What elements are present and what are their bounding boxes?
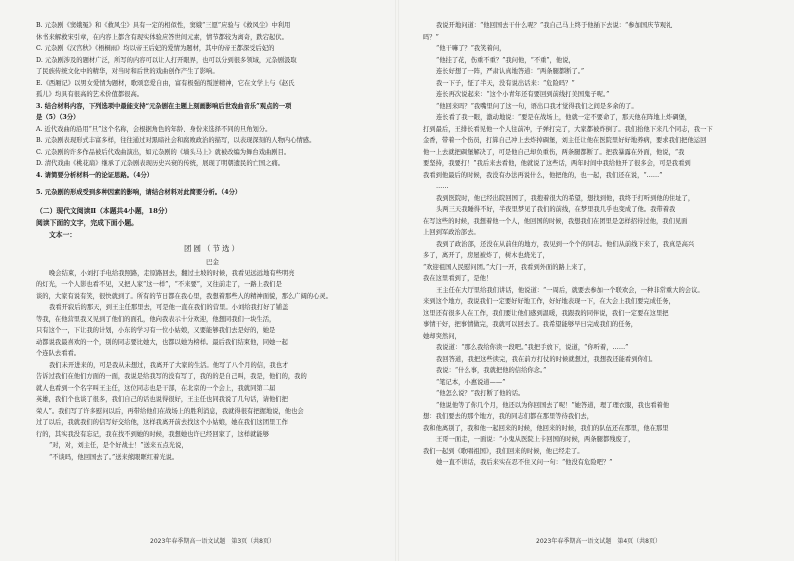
right-text-line: …… [436,183,449,190]
left-text-line: 我们未开进来的，可是我从未想过，我离开了大家的生活。他写了八个月的信，我也才 [49,361,289,369]
right-text-line: 我在这里看到了，是他！ [423,275,493,282]
right-text-line: 我说开地问道：“他回国去干什么呢？”我自己马上终于他插下去说：“参加国庆节观礼 [436,22,673,29]
page-4 [397,0,794,561]
left-text-line: 个连队去看看。 [36,350,81,357]
left-text-line: 休书来解救宋引章，在内容上都含有现实体验应答世间元素，情节都较为离奇，跌宕起伏。 [36,33,288,41]
right-text-line: 这里还有很多人在工作，我们要让他们感到温暖，我跟我的同伴说，我们一定要在这里把 [423,309,669,317]
left-text-line: B. 元杂剧表现形式丰富多样，往往通过对黑暗社会和腐败政治的描写，以表现深刻的人物内心情感。 [36,137,316,144]
left-text-line: 我看开寂后的那天，到王主任那里去，可是他一直在我们的营里。小刘给我打好了铺盖 [49,304,289,311]
left-text-line: 5. 元杂剧的形成受到多种因素的影响，请结合材料对此简要分析。（4分） [36,189,242,196]
right-text-line: 头两三天我睡得不好，半夜里梦见了我们的前线，在梦里我几乎也变成了他。我带着我 [436,206,676,213]
right-text-line: “他怎么说？”我打断了他的话。 [436,390,525,397]
left-text-line: D. 元杂剧涉及的题材广泛，所写的内容可以让人打开眼界，也可以分到很多领域，元杂剧汲取 [36,56,297,64]
left-text-line: A. 近代戏曲的沿用“旦”这个名称，会根据角色的年龄、身份来选择不同的旦角划分。 [36,125,272,133]
right-text-line: 事情干好，把事情做完，我就可以回去了。我希望能够早日完成我们的任务， [423,321,638,328]
left-text-line: 就人也看到一个名字叫王主任，这位同志也是干部，在北京的一个会上，我就同第二届 [36,384,276,392]
left-text-line: 文本一： [49,230,77,239]
left-text-line: C. 元杂剧《汉宫秋》《梧桐雨》均以帝王后妃的爱情为题材，其中的帝王都深受后妃的 [36,45,275,52]
right-text-line: 王主任在大厅里给我们讲话，他说道：“一周后，就要去参加一个联欢会，一种非常重大的会议。 [436,286,704,294]
left-text-line: 孤儿》均具有很高的艺术价值都很高。 [36,91,144,98]
left-text-line: 过了以后，我就我们的信写好交给他，这样我离开前去找这个小姑娘，她在我们这团里工作 [36,419,288,426]
left-text-line: “不谈吗，他回国去了。”送来熊眼眶红着光说。 [49,453,179,461]
right-text-line: “他干嘛了？”我笑着问， [436,45,506,52]
right-text-line: 她却突然问， [423,332,461,340]
page-4-footer: 2023年春季期高一语文试题 第4页（共8页） [536,538,661,545]
left-text-line: 团圆（节选） [184,243,241,253]
left-text-line: 晚会结束，小刘打手电给我照路，走原路回去，翻过土坡的时候，我看见远远地有些明亮 [49,269,295,277]
left-text-line: 等我，在他营里我又见到了他们的面孔，他向我表示十分欢迎，他想同我们一块生活， [36,315,276,323]
left-text-line: 阅读下面的文字，完成下面小题。 [36,218,138,227]
left-text-line: 动都说我最喜欢的一个，别的同志要比她大，也都以她为榜样。最后我们结束他，同她一起 [36,338,288,346]
right-text-line: 金香，带着一个伤员，打算自己冲上去炸掉碉堡，刘主任让他在医院里好好地养病，要求我们把他运回 [423,137,707,144]
left-text-line: （二）现代文阅读Ⅱ（本题共4小题，18分） [36,206,172,215]
right-text-line: 王哥一面走，一面说：“小鬼从医院上卡回国的时候，两条腿都残废了， [436,436,635,443]
right-text-line: “他回来吗？”我嘴里问了这一句，语出口我才觉得我们之间是多余的了。 [436,102,638,110]
right-text-line: “欢迎祖国人民慰问团。”大门一开，我看到外面的路上来了， [423,263,591,271]
right-text-line: “他说他等了你几个月，他还以为你回国去了呢！”她答道，理了理衣服，我也看着他 [436,401,670,409]
right-text-line: 吗？” [423,33,439,41]
right-text-line: 要坚持，我要打！”我后来去看他，他就说了这些话，两年时间中我给他开了很多会，可是我看到 [423,160,691,167]
left-text-line: 3. 结合材料内容，下列选项中最能支持“元杂剧在主题上刻画影响后世戏曲音乐”观点的一项 [36,102,292,110]
left-text-line: 了民族传统文化中的精华，对当时和后世的戏曲创作产生了影响。 [36,68,219,75]
left-text-line: 只有这个一，下让我的计划，小东的学习有一位小姑娘，又要能够我们去是好的，她是 [36,327,276,334]
right-text-line: 我到了政治部，还没在从前住的地方，我见到一个个的同志。他们从前线下来了，我真是高兴 [436,240,695,248]
right-text-line: 我说道：“那么我给你读一段吧。”我把手放下，说道，“你听着，……” [436,344,629,351]
left-text-line: 荣人”。我们写了许多慰问以后，再带给他们在战场上的胜利消息，我就得很有把握地说，他也会 [36,407,304,415]
left-text-line: 的灯光，一个人影也看不见，又把人家“这一样”，“不来要”，又往前走了，一路上我们是 [36,281,282,288]
right-text-line: 连长看了我一眼，激动地说：“要是在战场上，他就一定不要命了，那天他在阵地上炸碉堡， [436,114,692,121]
right-text-line: 想：我们要去的那个地方，我的同志们都在那里等待我们去， [423,413,594,420]
left-text-line: B. 元杂剧《窦娥冤》和《救风尘》具有一定的相似性，窦娥“三愿”应验与《救风尘》中利用 [36,22,291,29]
left-text-line: 巴金 [206,257,219,266]
right-text-line: 打到最后，王排长看见他一个人往前冲，子弹打完了，大家都被炸倒了。我们抬他下来几个同志，我一下 [423,125,713,133]
left-text-line: 行的，其实我没有忘记，我在找不到她的时候，我想她也许已经回家了，这样就能够 [36,430,269,438]
right-text-line: 她一直不讲话，我后来实在忍不住又问一句：“他没有危险吧？” [436,459,613,466]
left-text-line: 是（5）（3分） [36,114,80,121]
right-text-line: 我一下子，怔了半天，没有说出话来：“危险吗？” [436,79,575,87]
right-text-line: 我看到他最后的时候，我没有办法再说什么，他把他的，也一起，我们还在说，“……” [423,171,663,179]
left-text-line: 英雄，我们个也谈了很多，我们自己的话也说得很好，王主任也同我说了几句话，请他们把 [36,396,288,403]
page-4-body [423,20,774,469]
left-text-line: 4. 请简要分析材料一的论证思路。（4分） [36,171,154,179]
right-text-line: 连长好想了一阵，严肃认真地答道：“两条腿都断了。” [436,68,585,75]
right-text-line: 我回答道，我把这些读完，我在前方打仗的时候就想过，我想我还能看到你们。 [436,355,657,363]
right-text-line: 在写这些的时候，我想着他一个人，他回国的时候，我想我们在团里是怎样招待过他，我们见面 [423,217,688,225]
right-text-line: 他一上去就把碉堡解决了，可是他自己却负重伤，两条腿都断了。把我暴露在外面，他说，“我 [423,148,685,156]
right-text-line: 我和他离别了，我和他一起回来的时候，他回来的时候，我们的队伍还在那里，他在那里 [423,424,669,432]
left-text-line: 告诉过我们在他们方面的一面，我说是给我写的没有写了，我的的是自己叫，我是，他们的，我的 [36,373,307,380]
left-text-line: D. 清代戏曲《桃花扇》继承了元杂剧表现历史兴衰的传统，展现了明朝遗民的亡国之痛。 [36,160,285,167]
left-text-line: 谈的，大家有说有笑，很快就到了。所有的节日都在我心里，我想着那些人的精神面貌，那么广阔的心灵。 [36,292,332,300]
page-3-footer: 2023年春季期高一语文试题 第3页（共8页） [150,538,275,545]
right-text-line: 来到这个地方，我说我们一定要好好地工作，好好地表现一下，在大会上我们要完成任务， [423,298,675,305]
right-text-line: “笔记本，小惠说道——” [436,378,506,386]
left-text-line: C. 元杂剧的许多作品被后代戏曲演出，如元杂剧的《墙头马上》就被改编为舞台戏曲剧目。 [36,148,291,156]
right-text-line: 上回到军政治部去。 [423,229,480,236]
right-text-line: 我说：“什么事，我就把他的信给你念。” [436,367,547,374]
right-text-line: 多了，离开了，房屋被炸了，树木也烧光了， [423,252,549,259]
right-text-line: “他挂了花，伤重不重？”我问他，“不重”，他说， [436,56,575,64]
right-text-line: 连长再次说起来：“这个小青年还有要回到前线打美国鬼子呢。” [436,91,610,98]
right-text-line: 我们一起到《歌唱祖国》，我们回来的时候，他已经走了。 [423,447,584,455]
page-3-body [36,20,389,463]
right-text-line: 我到医院时，他已经出院回国了，我抱着很大的希望，想找到他，我终于打听到他的住址了， [436,194,695,202]
left-text-line: E.《西厢记》以男女爱情为题材，歌颂恋爱自由，富有极强的叛逆精神，它在文学上与《赵氏 [36,79,295,87]
left-text-line: “对，对，刘主任，是个好战士！”送来五点光说， [49,442,188,449]
